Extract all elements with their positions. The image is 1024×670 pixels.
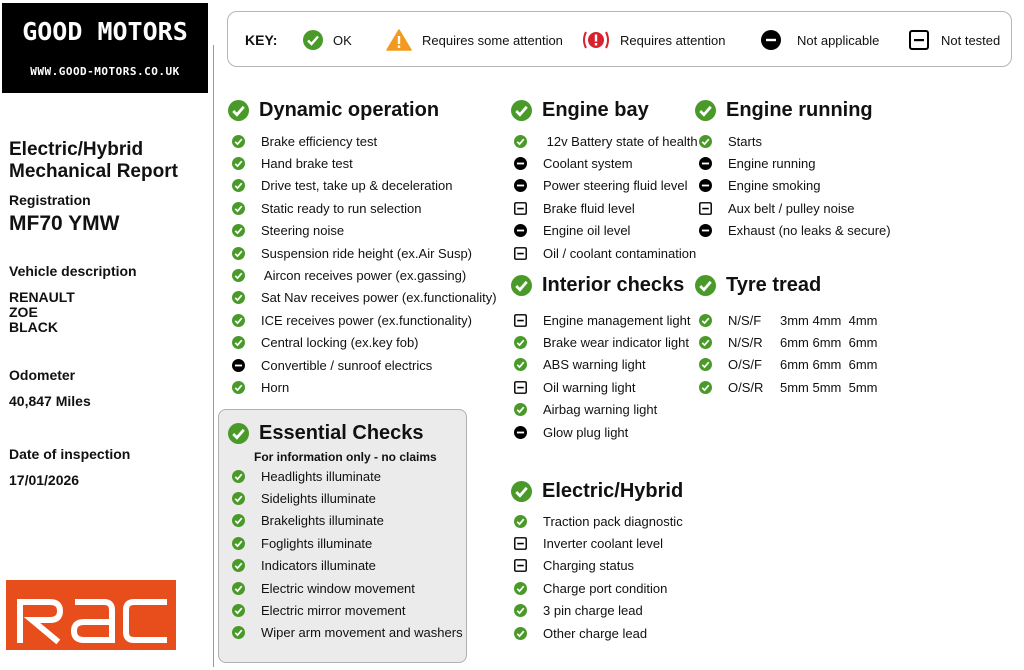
section-ok-check-icon [695, 275, 721, 296]
ok-check-icon [303, 30, 323, 50]
ok-check-icon [232, 314, 253, 327]
ok-check-icon [232, 179, 253, 192]
check-item-label: Static ready to run selection [261, 200, 422, 216]
ok-check-icon [514, 358, 535, 371]
section-interior-checks [511, 274, 684, 297]
ok-check-icon [699, 381, 720, 394]
check-item [699, 355, 878, 375]
key-not-applicable [761, 12, 879, 68]
check-item-label: ABS warning light [543, 357, 646, 373]
check-item [232, 533, 372, 553]
vehicle-description-label: Vehicle description [9, 263, 137, 279]
essential-checks-subtitle: For information only - no claims [254, 450, 437, 464]
vertical-divider [213, 45, 214, 667]
check-item [232, 623, 463, 643]
vehicle-colour: BLACK [9, 319, 58, 335]
key-some-attention-label: Requires some attention [422, 32, 563, 48]
check-item [514, 131, 698, 151]
check-item [514, 533, 663, 553]
section-title: Electric/Hybrid [542, 480, 684, 502]
ok-check-icon [232, 336, 253, 349]
check-item-label: Oil warning light [543, 379, 636, 395]
section-ok-check-icon [695, 100, 721, 121]
check-item-label: Headlights illuminate [261, 468, 381, 484]
check-item-label: Coolant system [543, 155, 633, 171]
key-some-attention [386, 12, 563, 68]
check-item-label: Engine running [728, 155, 816, 171]
check-item [514, 623, 647, 643]
ok-check-icon [514, 604, 535, 617]
alert-red-icon [582, 29, 610, 51]
rac-logo-mark [6, 580, 176, 650]
ok-check-icon [514, 336, 535, 349]
not-applicable-icon [699, 179, 720, 192]
ok-check-icon [514, 627, 535, 640]
tyre-readings: 5mm 5mm 5mm [780, 379, 878, 395]
check-item-label: Sidelights illuminate [261, 490, 376, 506]
check-item [232, 131, 377, 151]
check-item-label: Brake efficiency test [261, 133, 378, 149]
ok-check-icon [232, 202, 253, 215]
tyre-readings: 6mm 6mm 6mm [780, 357, 878, 373]
check-item-label: Airbag warning light [543, 402, 658, 418]
check-item [232, 511, 384, 531]
inspection-date-label: Date of inspection [9, 446, 131, 462]
check-item-label: Convertible / sunroof electrics [261, 357, 433, 373]
key-attention-label: Requires attention [620, 32, 726, 48]
check-item-label: Brakelights illuminate [261, 513, 384, 529]
ok-check-icon [232, 604, 253, 617]
section-ok-check-icon [511, 275, 537, 296]
check-item [514, 332, 689, 352]
odometer-value: 40,847 Miles [9, 393, 91, 409]
check-item-label: Foglights illuminate [261, 535, 373, 551]
check-item [232, 377, 289, 397]
section-title: Interior checks [542, 274, 685, 296]
check-item [514, 422, 628, 442]
section-electric-hybrid [511, 480, 683, 503]
check-item [699, 153, 815, 173]
brand-name: GOOD MOTORS [22, 17, 188, 46]
registration-value: MF70 YMW [9, 212, 120, 235]
ok-check-icon [514, 582, 535, 595]
report-title-line2: Mechanical Report [9, 161, 178, 182]
tyre-position: N/S/F [728, 312, 762, 328]
check-item [232, 310, 472, 330]
not-applicable-icon [514, 224, 535, 237]
check-item-label: Glow plug light [543, 424, 629, 440]
section-essential-checks [228, 422, 424, 445]
ok-check-icon [232, 582, 253, 595]
check-item-label: Inverter coolant level [543, 535, 663, 551]
check-item-label: Traction pack diagnostic [543, 513, 683, 529]
check-item [514, 198, 635, 218]
not-tested-icon [514, 247, 535, 260]
check-item [232, 288, 497, 308]
check-item-label: Steering noise [261, 223, 345, 239]
key-attention [582, 12, 726, 68]
check-item [232, 221, 344, 241]
vehicle-model: ZOE [9, 304, 38, 320]
section-ok-check-icon [228, 100, 254, 121]
tyre-readings: 6mm 6mm 6mm [780, 334, 878, 350]
check-item-label: Brake wear indicator light [543, 334, 689, 350]
not-tested-icon [514, 559, 535, 572]
not-tested-icon [514, 381, 535, 394]
not-applicable-icon [514, 426, 535, 439]
check-item-label: 12v Battery state of health [543, 133, 698, 149]
vehicle-make: RENAULT [9, 289, 75, 305]
check-item-label: Power steering fluid level [543, 178, 688, 194]
check-item [232, 355, 432, 375]
ok-check-icon [699, 358, 720, 371]
check-item [514, 377, 636, 397]
ok-check-icon [232, 559, 253, 572]
ok-check-icon [232, 626, 253, 639]
ok-check-icon [232, 135, 253, 148]
check-item [699, 332, 878, 352]
not-applicable-icon [699, 224, 720, 237]
check-item [514, 153, 633, 173]
not-tested-icon [514, 202, 535, 215]
check-item-label: 3 pin charge lead [543, 603, 643, 619]
ok-check-icon [232, 247, 253, 260]
ok-check-icon [699, 336, 720, 349]
check-item [514, 176, 688, 196]
section-title: Engine running [726, 99, 873, 121]
check-item-label: Starts [728, 133, 762, 149]
ok-check-icon [232, 514, 253, 527]
check-item [699, 310, 878, 330]
not-tested-icon [514, 314, 535, 327]
ok-check-icon [232, 381, 253, 394]
warning-triangle-icon [386, 29, 412, 51]
ok-check-icon [514, 135, 535, 148]
section-ok-check-icon [511, 481, 537, 502]
check-item [514, 601, 643, 621]
check-item-label: Charging status [543, 558, 635, 574]
check-item-label: Indicators illuminate [261, 558, 376, 574]
key-not-tested-label: Not tested [941, 32, 1001, 48]
ok-check-icon [514, 403, 535, 416]
check-item-label: Charge port condition [543, 580, 668, 596]
check-item-label: Aircon receives power (ex.gassing) [261, 267, 467, 283]
check-item [699, 198, 854, 218]
registration-label: Registration [9, 192, 91, 208]
section-engine-running [695, 99, 873, 122]
section-ok-check-icon [228, 423, 254, 444]
report-title [9, 139, 209, 183]
check-item [232, 176, 453, 196]
check-item-label: ICE receives power (ex.functionality) [261, 312, 472, 328]
key-ok [303, 12, 352, 68]
rac-logo [6, 580, 176, 650]
check-item [514, 400, 657, 420]
check-item-label: Brake fluid level [543, 200, 635, 216]
section-title: Dynamic operation [259, 99, 440, 121]
check-item [232, 265, 466, 285]
check-item [232, 600, 405, 620]
odometer-label: Odometer [9, 367, 76, 383]
check-item [699, 377, 878, 397]
tyre-position: O/S/R [728, 379, 764, 395]
key-not-applicable-label: Not applicable [797, 32, 880, 48]
not-applicable-icon [232, 359, 253, 372]
check-item [514, 578, 667, 598]
ok-check-icon [232, 291, 253, 304]
check-item [232, 333, 419, 353]
check-item [699, 221, 891, 241]
check-item [514, 511, 683, 531]
good-motors-logo [2, 3, 208, 93]
check-item [232, 243, 472, 263]
inspection-date-value: 17/01/2026 [9, 472, 80, 488]
ok-check-icon [232, 470, 253, 483]
check-item [514, 355, 646, 375]
ok-check-icon [232, 157, 253, 170]
vehicle-description [9, 290, 75, 335]
check-item [514, 243, 696, 263]
check-item-label: Electric window movement [261, 580, 415, 596]
check-item-label: Other charge lead [543, 625, 648, 641]
ok-check-icon [232, 492, 253, 505]
check-item [232, 198, 421, 218]
not-applicable-icon [699, 157, 720, 170]
check-item-label: Sat Nav receives power (ex.functionality) [261, 290, 497, 306]
check-item [232, 556, 376, 576]
section-title: Tyre tread [726, 274, 822, 296]
check-item-label: Exhaust (no leaks & secure) [728, 223, 891, 239]
section-tyre-tread [695, 274, 821, 297]
check-item-label: Electric mirror movement [261, 602, 406, 618]
section-title: Essential Checks [259, 422, 424, 444]
check-item [232, 488, 376, 508]
check-item [514, 310, 690, 330]
tyre-position: N/S/R [728, 334, 763, 350]
brand-url: WWW.GOOD-MOTORS.CO.UK [30, 65, 180, 78]
check-item [232, 578, 415, 598]
check-item [232, 153, 353, 173]
check-item-label: Drive test, take up & deceleration [261, 178, 453, 194]
check-item-label: Engine smoking [728, 178, 821, 194]
check-item-label: Engine management light [543, 312, 691, 328]
check-item-label: Hand brake test [261, 155, 353, 171]
section-dynamic-operation [228, 99, 439, 122]
ok-check-icon [232, 224, 253, 237]
ok-check-icon [232, 537, 253, 550]
key-label: KEY: [245, 32, 278, 48]
not-applicable-icon [514, 179, 535, 192]
check-item-label: Wiper arm movement and washers [261, 625, 463, 641]
check-item-label: Horn [261, 379, 290, 395]
not-tested-icon [514, 537, 535, 550]
not-tested-icon [699, 202, 720, 215]
check-item-label: Aux belt / pulley noise [728, 200, 855, 216]
check-item [514, 221, 630, 241]
key-not-tested [909, 12, 1000, 68]
check-item [514, 556, 634, 576]
section-title: Engine bay [542, 99, 649, 121]
section-engine-bay [511, 99, 649, 122]
tyre-position: O/S/F [728, 357, 762, 373]
ok-check-icon [232, 269, 253, 282]
check-item [232, 466, 381, 486]
check-item [699, 131, 762, 151]
not-tested-icon [909, 30, 929, 50]
report-title-line1: Electric/Hybrid [9, 139, 144, 160]
ok-check-icon [699, 135, 720, 148]
section-ok-check-icon [511, 100, 537, 121]
check-item-label: Engine oil level [543, 223, 631, 239]
check-item-label: Suspension ride height (ex.Air Susp) [261, 245, 473, 261]
ok-check-icon [699, 314, 720, 327]
ok-check-icon [514, 515, 535, 528]
tyre-readings: 3mm 4mm 4mm [780, 312, 878, 328]
check-item-label: Oil / coolant contamination [543, 245, 697, 261]
status-key [227, 11, 1012, 67]
not-applicable-icon [761, 30, 781, 50]
key-ok-label: OK [333, 32, 352, 48]
not-applicable-icon [514, 157, 535, 170]
check-item-label: Central locking (ex.key fob) [261, 335, 419, 351]
check-item [699, 176, 821, 196]
